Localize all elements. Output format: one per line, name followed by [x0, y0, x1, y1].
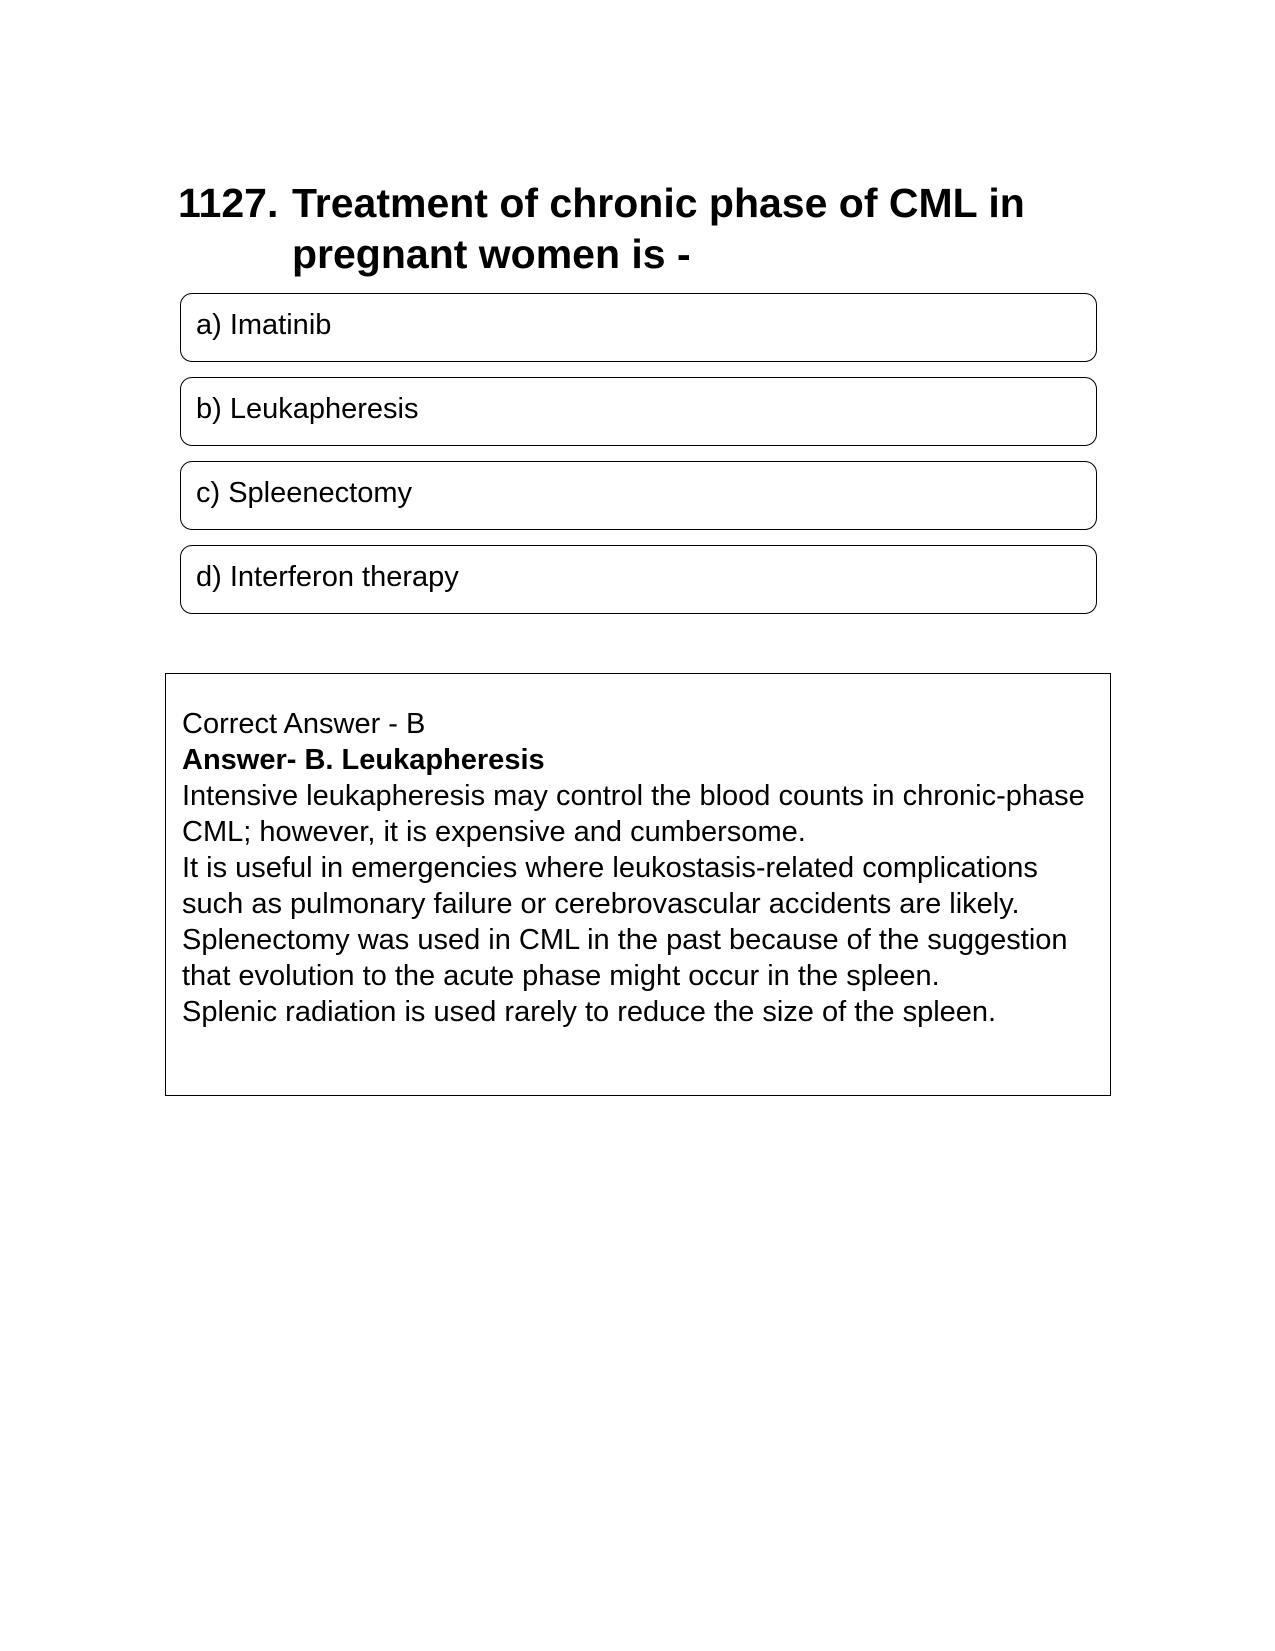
option-c[interactable]: c) Spleenectomy [180, 461, 1097, 530]
correct-answer-line: Correct Answer - B [182, 708, 426, 740]
explanation-paragraph: Splenectomy was used in CML in the past because of the suggestion that evolution to the acute phase might occur in the spleen. [182, 924, 1068, 992]
answer-heading: Answer- B. Leukapheresis [182, 744, 545, 776]
option-b[interactable]: b) Leukapheresis [180, 377, 1097, 446]
explanation-paragraph: It is useful in emergencies where leukostasis-related complications such as pulmonary failure or cerebrovascular accidents are likely. [182, 852, 1038, 920]
answer-box [165, 673, 1111, 1096]
question-number: 1127. [178, 180, 279, 226]
options-list [180, 293, 1097, 629]
question-text: Treatment of chronic phase of CML in pregnant women is - [292, 180, 1025, 277]
question-heading [178, 178, 1098, 280]
explanation-paragraph: Intensive leukapheresis may control the blood counts in chronic-phase CML; however, it is expensive and cumbersome. [182, 780, 1085, 848]
explanation-paragraph: Splenic radiation is used rarely to reduce the size of the spleen. [182, 996, 997, 1028]
option-a[interactable]: a) Imatinib [180, 293, 1097, 362]
option-d[interactable]: d) Interferon therapy [180, 545, 1097, 614]
